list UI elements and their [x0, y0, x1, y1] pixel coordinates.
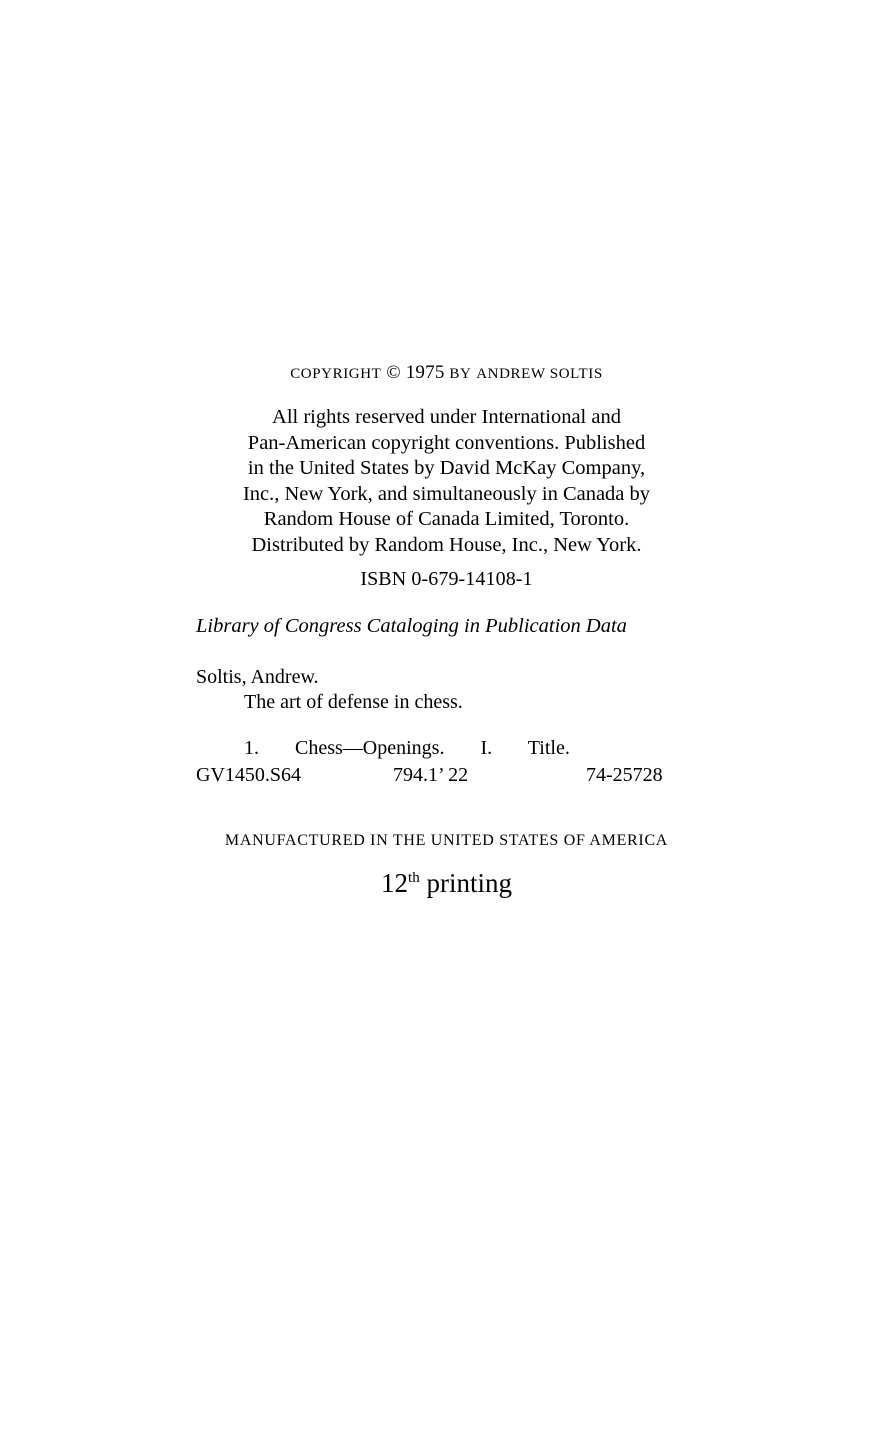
rights-line: in the United States by David McKay Company,: [247, 457, 646, 480]
loc-cataloging-heading: Library of Congress Cataloging in Publication Data: [196, 615, 627, 637]
copyright-by: BY: [449, 366, 472, 382]
dewey-number: 794.1’ 22: [393, 764, 469, 786]
isbn-line: ISBN 0-679-14108-1: [360, 568, 533, 590]
rights-line: Pan-American copyright conventions. Published: [247, 431, 646, 454]
rights-line: Random House of Canada Limited, Toronto.: [263, 508, 630, 531]
copyright-line: [0, 362, 893, 384]
catalog-number-row: [196, 762, 893, 789]
catalog-entry: [0, 665, 893, 715]
printing-ordinal: th: [408, 870, 420, 886]
manufactured-line: MANUFACTURED IN THE UNITED STATES OF AMERICA: [224, 832, 669, 849]
subject-second-number: I.: [480, 737, 493, 759]
catalog-title: The art of defense in chess.: [244, 691, 463, 713]
subject-heading: Chess—Openings.: [295, 737, 445, 759]
catalog-author: Soltis, Andrew.: [196, 666, 319, 688]
copyright-word: COPYRIGHT: [290, 366, 382, 382]
lccn-number: 74-25728: [586, 764, 663, 786]
rights-line: All rights reserved under International and: [272, 406, 621, 428]
rights-paragraph: [0, 405, 893, 559]
catalog-subject-row: [196, 735, 893, 762]
printing-label: printing: [426, 868, 512, 898]
printing-line: [0, 868, 893, 899]
copyright-symbol-icon: ©: [386, 362, 401, 383]
rights-line: Inc., New York, and simultaneously in Canada by: [242, 482, 651, 505]
rights-line: Distributed by Random House, Inc., New York.: [251, 533, 642, 556]
subject-number: 1.: [244, 737, 259, 759]
subject-title-word: Title.: [527, 737, 570, 759]
catalog-numbers: [0, 735, 893, 789]
call-number: GV1450.S64: [196, 764, 302, 786]
copyright-year: 1975: [405, 362, 445, 383]
printing-number: 12: [381, 868, 409, 898]
copyright-author: ANDREW SOLTIS: [476, 366, 603, 382]
